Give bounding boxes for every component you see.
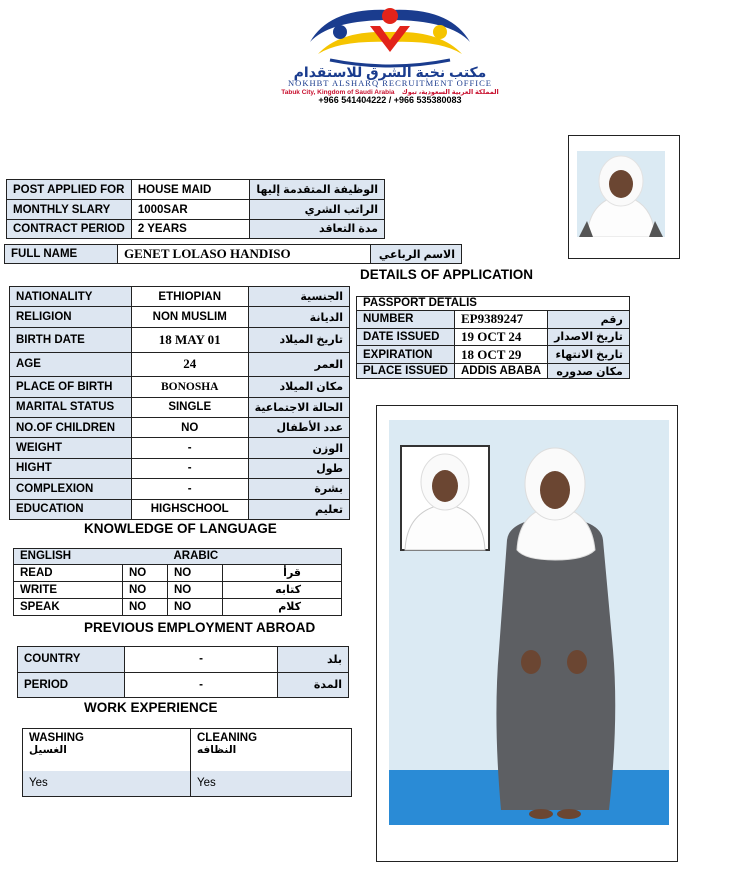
complexion-value: - [131, 479, 248, 499]
birth-date-label-ar: تاريخ الميلاد [248, 327, 349, 352]
height-value: - [131, 458, 248, 478]
expiration-label: EXPIRATION [357, 346, 455, 364]
passport-number-value: EP9389247 [455, 310, 548, 328]
country-value: - [125, 647, 278, 673]
contract-period-label-ar: مدة التعاقد [250, 219, 385, 238]
post-table [6, 179, 385, 239]
cleaning-label-ar: النظافه [197, 744, 237, 756]
age-value: 24 [131, 352, 248, 377]
full-name-value: GENET LOLASO HANDISO [118, 245, 371, 264]
place-issued-value: ADDIS ABABA [455, 364, 548, 379]
place-issued-label: PLACE ISSUED [357, 364, 455, 379]
date-issued-value: 19 OCT 24 [455, 328, 548, 346]
religion-label: RELIGION [10, 307, 132, 327]
children-label-ar: عدد الأطفال [248, 418, 349, 438]
age-label: AGE [10, 352, 132, 377]
complexion-label-ar: بشرة [248, 479, 349, 499]
marital-status-label-ar: الحالة الاجتماعية [248, 397, 349, 417]
education-label: EDUCATION [10, 499, 132, 520]
lang-speak-label-ar: كلام [223, 598, 342, 615]
contract-period-label: CONTRACT PERIOD [7, 219, 132, 238]
washing-label: WASHING [29, 732, 84, 744]
washing-label-ar: الغسيل [29, 744, 67, 756]
expiration-value: 18 OCT 29 [455, 346, 548, 364]
weight-label: WEIGHT [10, 438, 132, 458]
lang-write-label: WRITE [14, 581, 123, 598]
marital-status-label: MARITAL STATUS [10, 397, 132, 417]
cleaning-label: CLEANING [197, 732, 258, 744]
nationality-label: NATIONALITY [10, 287, 132, 307]
experience-title: WORK EXPERIENCE [84, 700, 218, 715]
country-label: COUNTRY [18, 647, 125, 673]
lang-speak-english: NO [123, 598, 168, 615]
cleaning-cell [191, 729, 352, 771]
weight-value: - [131, 438, 248, 458]
height-label: HIGHT [10, 458, 132, 478]
country-label-ar: بلد [278, 647, 349, 673]
lang-read-label: READ [14, 564, 123, 581]
children-label: NO.OF CHILDREN [10, 418, 132, 438]
place-of-birth-value: BONOSHA [131, 377, 248, 397]
weight-label-ar: الوزن [248, 438, 349, 458]
lang-write-label-ar: كتابه [223, 581, 342, 598]
passport-number-label: NUMBER [357, 310, 455, 328]
agency-location-en: Tabuk City, Kingdom of Saudi Arabia [281, 89, 395, 96]
nationality-label-ar: الجنسية [248, 287, 349, 307]
employment-table [17, 646, 349, 698]
applicant-photo-small-frame [568, 135, 680, 259]
full-name-label: FULL NAME [5, 245, 118, 264]
experience-table [22, 728, 352, 797]
post-applied-value: HOUSE MAID [131, 180, 250, 200]
agency-phones: +966 541404222 / +966 535380083 [318, 95, 462, 105]
employment-title: PREVIOUS EMPLOYMENT ABROAD [84, 620, 316, 635]
date-issued-label: DATE ISSUED [357, 328, 455, 346]
agency-name-ar: مكتب نخبة الشرق للاستقدام [293, 64, 487, 80]
religion-label-ar: الديانة [248, 307, 349, 327]
logo-figure-left [333, 25, 347, 39]
birth-date-value: 18 MAY 01 [131, 327, 248, 352]
monthly-salary-label-ar: الراتب الشري [250, 200, 385, 219]
language-table [13, 548, 342, 616]
education-value: HIGHSCHOOL [131, 499, 248, 520]
age-label-ar: العمر [248, 352, 349, 377]
marital-status-value: SINGLE [131, 397, 248, 417]
agency-name-en: NOKHBT ALSHARQ RECRUITMENT OFFICE [288, 78, 492, 88]
monthly-salary-label: MONTHLY SLARY [7, 200, 132, 219]
cleaning-value: Yes [191, 771, 352, 797]
lang-col-english: ENGLISH [14, 549, 168, 565]
lang-speak-arabic: NO [168, 598, 223, 615]
expiration-label-ar: تاريخ الانتهاء [548, 346, 630, 364]
complexion-label: COMPLEXION [10, 479, 132, 499]
applicant-photo-small [577, 151, 665, 237]
washing-value: Yes [23, 771, 191, 797]
lang-speak-label: SPEAK [14, 598, 123, 615]
post-applied-label: POST APPLIED FOR [7, 180, 132, 200]
period-label: PERIOD [18, 672, 125, 698]
language-title: KNOWLEDGE OF LANGUAGE [84, 521, 277, 536]
washing-cell [23, 729, 191, 771]
applicant-photo-full-frame [376, 405, 678, 862]
birth-date-label: BIRTH DATE [10, 327, 132, 352]
period-value: - [125, 672, 278, 698]
logo-figure-right [433, 25, 447, 39]
religion-value: NON MUSLIM [131, 307, 248, 327]
education-label-ar: تعليم [248, 499, 349, 520]
details-title: DETAILS OF APPLICATION [360, 267, 533, 282]
lang-write-english: NO [123, 581, 168, 598]
date-issued-label-ar: تاريخ الاصدار [548, 328, 630, 346]
height-label-ar: طول [248, 458, 349, 478]
full-name-table [4, 244, 462, 264]
agency-logo [300, 2, 480, 68]
period-label-ar: المدة [278, 672, 349, 698]
place-of-birth-label-ar: مكان الميلاد [248, 377, 349, 397]
passport-number-label-ar: رقم [548, 310, 630, 328]
passport-table [356, 296, 630, 379]
personal-details-table [9, 286, 350, 520]
full-name-label-ar: الاسم الرباعي [371, 245, 462, 264]
place-of-birth-label: PLACE OF BIRTH [10, 377, 132, 397]
lang-read-arabic: NO [168, 564, 223, 581]
monthly-salary-value: 1000SAR [131, 200, 250, 219]
contract-period-value: 2 YEARS [131, 219, 250, 238]
children-value: NO [131, 418, 248, 438]
passport-title: PASSPORT DETALIS [357, 297, 630, 311]
lang-col-arabic: ARABIC [168, 549, 342, 565]
lang-write-arabic: NO [168, 581, 223, 598]
logo-figure-center [382, 8, 398, 24]
applicant-photo-full [389, 420, 669, 825]
agency-location-ar: المملكة العربية السعودية، تبوك [401, 89, 499, 96]
nationality-value: ETHIOPIAN [131, 287, 248, 307]
post-applied-label-ar: الوظيفة المتقدمة إليها [250, 180, 385, 200]
lang-read-label-ar: قرأ [223, 564, 342, 581]
place-issued-label-ar: مكان صدوره [548, 364, 630, 379]
lang-read-english: NO [123, 564, 168, 581]
